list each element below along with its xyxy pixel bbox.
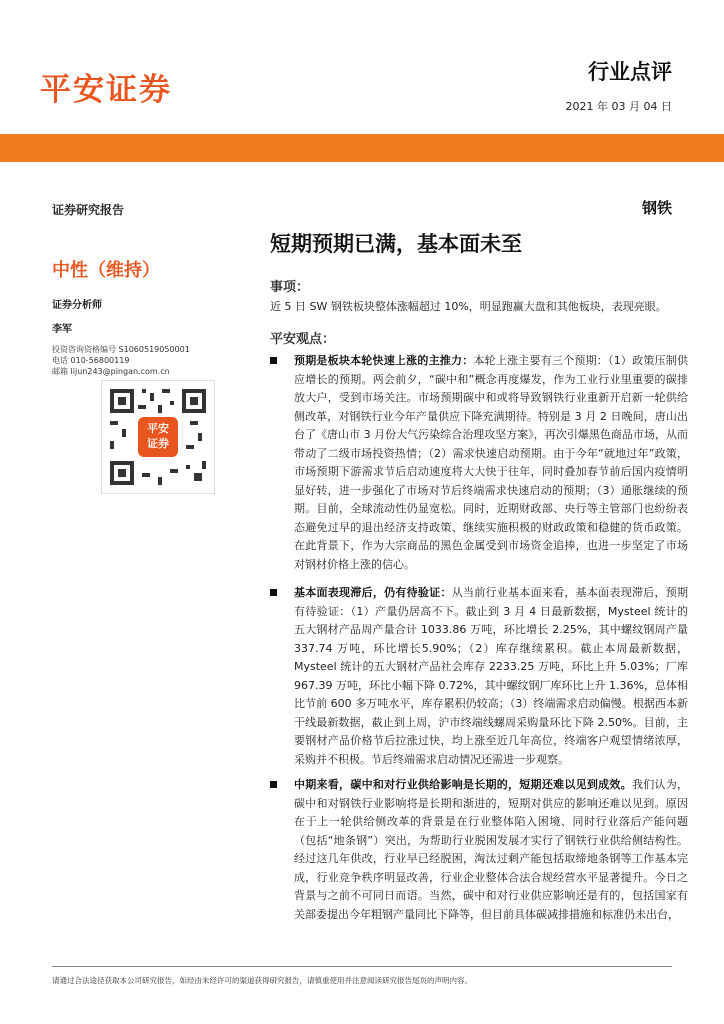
document-type: 行业点评 bbox=[588, 60, 672, 84]
analyst-email: 邮箱 lijun243@pingan.com.cn bbox=[52, 367, 170, 376]
bullet-body: 我们认为，碳中和对钢铁行业影响将是长期和渐进的，短期对供应的影响还难以见到。原因在于上一轮供给侧改革的背景是在行业整体陷入困境、同时行业落后产能问题（包括“地条钢”）突出，为帮助行业脱困发展才实行了钢铁行业供给侧结构性。经过这几年供改，行业早已经脱困，淘汰过剩产能包括取缔地条钢等工作基本完成，行业竞争秩序明显改善，行业企业整体合法合规经营水平显著提升。今日之背景与之前不可同日而语。当然，碳中和对行业供应影响还是有的，包括国家有关部委提出今年粗钢产量同比下降等，但目前具体碳减排措施和标准仍未出台， bbox=[294, 778, 689, 921]
analyst-license: 投资咨询资格编号 S1060519050001 bbox=[52, 345, 190, 354]
footer-disclaimer: 请通过合法途径获取本公司研究报告，如经由未经许可的渠道获得研究报告，请慎重使用并注意阅读研究报告尾页的声明内容。 bbox=[52, 976, 472, 985]
bullet-lead: 基本面表现滞后，仍有待验证： bbox=[294, 586, 452, 599]
industry-label: 钢铁 bbox=[641, 199, 672, 217]
bullet-square-icon bbox=[270, 357, 277, 364]
bullet-lead: 中期来看，碳中和对行业供给影响是长期的，短期还难以见到成效。 bbox=[294, 778, 632, 791]
qr-label-bottom: 证券 bbox=[147, 437, 169, 450]
analyst-name: 李军 bbox=[52, 324, 72, 335]
report-category: 证券研究报告 bbox=[52, 203, 125, 217]
event-text: 近 5 日 SW 钢铁板块整体涨幅超过 10%，明显跑赢大盘和其他板块，表现亮眼。 bbox=[270, 300, 667, 313]
footer-divider bbox=[52, 966, 672, 967]
analyst-phone: 电话 010-56800119 bbox=[52, 356, 130, 365]
report-date: 2021 年 03 月 04 日 bbox=[565, 100, 672, 113]
bullet-body: 本轮上涨主要有三个预期：（1）政策压制供应增长的预期。两会前夕，“碳中和”概念再度爆发，作为工业行业里重要的碳排放大户，受到市场关注。市场预期碳中和或将导致钢铁行业重新开启新一轮供给侧改革，对钢铁行业今年产量供应下降充满期待。特别是 3 月 2 日晚间，唐山出台了《唐山市 3 月份大气污染综合治理攻坚方案》，再次引爆黑色商品市场，从而带动了二级市场投资热情；（2）需求快速启动预期。由于今年“就地过年”政策，市场预期下游需求节后启动速度将大大快于往年，同时叠加春节前后国内疫情明显好转，进一步强化了市场对节后终端需求快速启动的预期；（3）通胀继续的预期。目前，全球流动性仍显宽松。同时，近期财政部、央行等主管部门也纷纷表态避免过早的退出经济支持政策、继续实施积极的财政政策和稳健的货币政策。在此背景下，作为大宗商品的黑色金属受到市场资金追捧，也进一步坚定了市场对钢材价格上涨的信心。 bbox=[294, 354, 689, 571]
bullet-item bbox=[270, 352, 688, 574]
bullet-item bbox=[270, 584, 688, 769]
qr-code[interactable] bbox=[101, 380, 215, 494]
bullet-square-icon bbox=[270, 781, 277, 788]
bullet-item bbox=[270, 776, 688, 924]
bullet-body: 从当前行业基本面来看，基本面表现滞后，预期有待验证：（1）产量仍居高不下。截止到 3 月 4 日最新数据，Mysteel 统计的五大钢材产品周产量合计 1033.86 万吨，环比增长 2.25%，其中螺纹钢周产量 337.74 万吨，环比增长5.90%；（2）库存继续累积。截止本周最新数据，Mysteel 统计的五大钢材产品社会库存 2233.25 万吨，环比上升 5.03%；厂库 967.39 万吨，环比小幅下降 0.72%，其中螺纹钢厂库环比上升 1.36%，总体相比节前 600 多万吨水平，库存累积仍较高；（3）终端需求启动偏慢。根据西本新干线最新数据，截止到上周，沪市终端线螺周采购量环比下降 2.50%。目前，主要钢材产品价格节后拉涨过快，均上涨至近几年高位，终端客户观望情绪浓厚，采购并不积极。节后终端需求启动情况还需进一步观察。 bbox=[294, 586, 689, 766]
report-title: 短期预期已满，基本面未至 bbox=[270, 232, 522, 256]
qr-label-top: 平安 bbox=[147, 422, 169, 435]
company-logo: 平安证券 bbox=[40, 72, 172, 108]
header-band bbox=[0, 134, 724, 162]
event-heading: 事项： bbox=[270, 280, 310, 295]
bullet-square-icon bbox=[270, 589, 277, 596]
bullet-lead: 预期是板块本轮快速上涨的主推力： bbox=[294, 354, 474, 367]
rating-label: 中性（维持） bbox=[52, 260, 160, 281]
view-heading: 平安观点： bbox=[270, 332, 336, 347]
analyst-heading: 证券分析师 bbox=[52, 300, 102, 311]
